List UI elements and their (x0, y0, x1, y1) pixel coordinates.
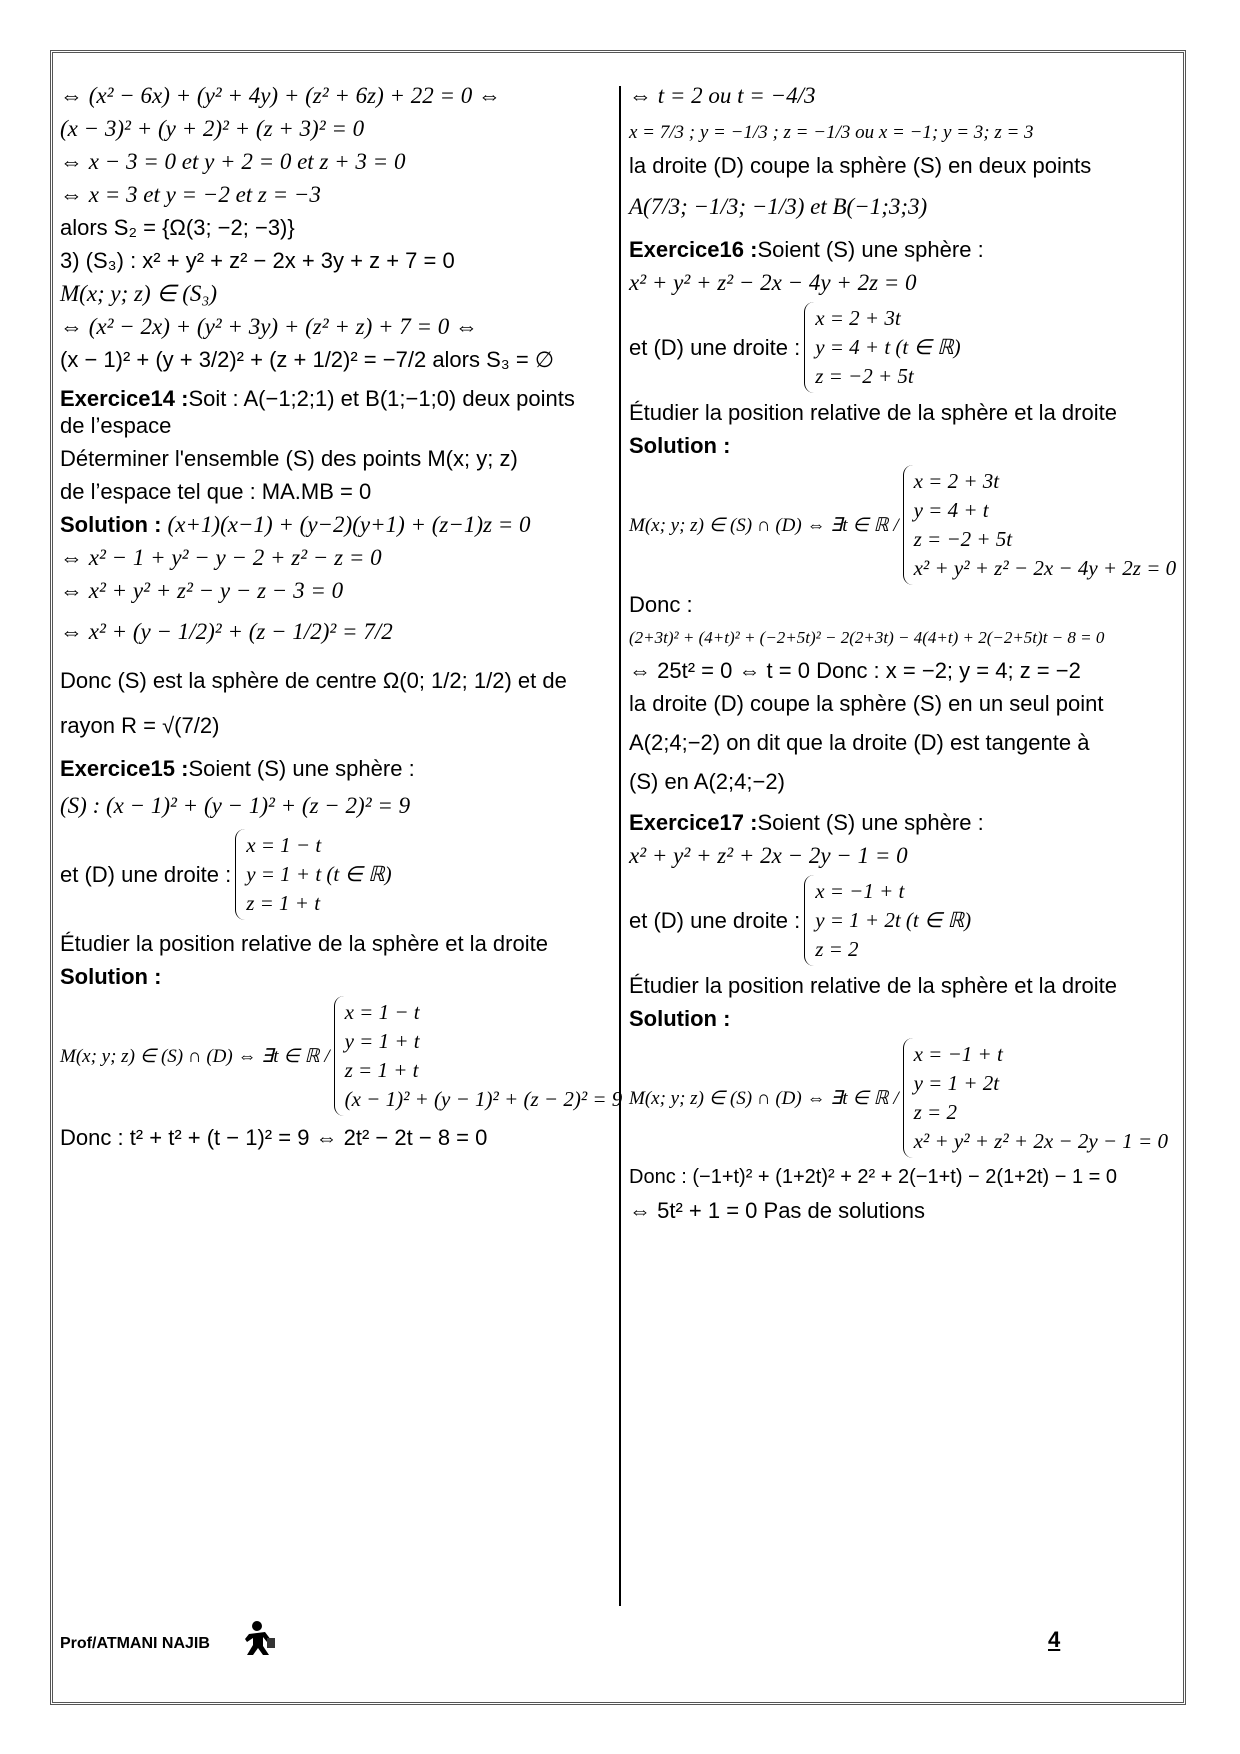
system-row: z = −2 + 5t (815, 364, 914, 388)
exercise-text: Soient (S) une sphère : (188, 756, 415, 781)
exercise-text: Soient (S) une sphère : (757, 810, 984, 835)
system-row: z = 2 (815, 937, 859, 961)
study-text: Étudier la position relative de la sphère et la droite (60, 931, 548, 956)
author-logo-icon (243, 1620, 277, 1656)
solution-system (629, 465, 1184, 585)
system-brace (804, 875, 971, 966)
eq-line: (x − 1)² + (y + 3/2)² + (z + 1/2)² = −7/2 alors S₃ = ∅ (60, 347, 554, 372)
solution-system (629, 1038, 1184, 1158)
solution-line (60, 511, 605, 538)
study-text: Étudier la position relative de la sphère et la droite (629, 973, 1117, 998)
system-row: x = 2 + 3t (913, 469, 1000, 493)
system-row: y = 4 + t (t ∈ ℝ) (815, 335, 961, 359)
study-text: Étudier la position relative de la sphère et la droite (629, 400, 1117, 425)
system-row: z = 1 + t (246, 891, 321, 915)
eq-line: ⇔ x² − 1 + y² − y − 2 + z² − z = 0 (60, 545, 382, 570)
eq-line: (x − 3)² + (y + 2)² + (z + 3)² = 0 (60, 116, 365, 141)
eq-line: ⇔ x = 3 et y = −2 et z = −3 (60, 182, 321, 207)
sphere-equation: x² + y² + z² − 2x − 4y + 2z = 0 (629, 270, 917, 295)
eq-line: A(7/3; −1/3; −1/3) et B(−1;3;3) (629, 194, 928, 219)
exercise-title: Exercice17 : (629, 810, 758, 835)
system-row: x = −1 + t (815, 879, 905, 903)
system-row: y = 1 + 2t (t ∈ ℝ) (815, 908, 972, 932)
author-name: Prof/ATMANI NAJIB (60, 1635, 210, 1652)
system-lhs: M(x; y; z) ∈ (S) ∩ (D) ⇔ ∃t ∈ ℝ / (60, 1045, 330, 1067)
eq-line: 3) (S₃) : x² + y² + z² − 2x + 3y + z + 7 = 0 (60, 248, 455, 273)
solution-label: Solution : (60, 512, 162, 537)
exercise-title: Exercice15 : (60, 756, 189, 781)
text-line: la droite (D) coupe la sphère (S) en deux points (629, 153, 1092, 178)
eq-line: M(x; y; z) ∈ (S₃) (60, 281, 218, 306)
left-column (60, 82, 623, 1157)
eq-line: alors S₂ = {Ω(3; −2; −3)} (60, 215, 295, 240)
exercise-text: Soient (S) une sphère : (757, 237, 984, 262)
system-row: x² + y² + z² − 2x − 4y + 2z = 0 (913, 556, 1177, 580)
system-brace (334, 996, 623, 1116)
solution-system (60, 996, 623, 1116)
eq-line: ⇔ x² + (y − 1/2)² + (z − 1/2)² = 7/2 (60, 619, 393, 644)
donc-label: Donc : (629, 592, 693, 617)
solution-label: Solution : (629, 1006, 731, 1031)
system-row: x = 2 + 3t (815, 306, 901, 330)
eq-line: Donc : (−1+t)² + (1+2t)² + 2² + 2(−1+t) − 2(1+2t) − 1 = 0 (629, 1166, 1118, 1188)
text-line: la droite (D) coupe la sphère (S) en un seul point (629, 691, 1104, 716)
system-brace (235, 829, 392, 920)
system-label: et (D) une droite : (629, 335, 801, 360)
exercise-question: de l’espace tel que : MA.MB = 0 (60, 479, 372, 504)
line-system (629, 875, 1184, 966)
eq-line: x = 7/3 ; y = −1/3 ; z = −1/3 ou x = −1; y = 3; z = 3 (629, 122, 1034, 143)
system-row: y = 1 + t (t ∈ ℝ) (246, 862, 392, 886)
exercise-14 (60, 385, 605, 439)
exercise-17 (629, 809, 1184, 836)
system-brace (903, 1038, 1168, 1158)
system-row: y = 4 + t (913, 498, 989, 522)
system-lhs: M(x; y; z) ∈ (S) ∩ (D) ⇔ ∃t ∈ ℝ / (629, 514, 899, 536)
text-line: rayon R = √(7/2) (60, 713, 220, 738)
system-row: z = 2 (913, 1100, 957, 1124)
eq-line: ⇔ t = 2 ou t = −4/3 (629, 83, 816, 108)
eq-line: (2+3t)² + (4+t)² + (−2+5t)² − 2(2+3t) − 4(4+t) + 2(−2+5t)t − 8 = 0 (629, 628, 1105, 647)
page-number: 4 (1048, 1627, 1061, 1652)
eq-line: ⇔ x − 3 = 0 et y + 2 = 0 et z + 3 = 0 (60, 149, 406, 174)
eq-line: ⇔ x² + y² + z² − y − z − 3 = 0 (60, 578, 344, 603)
line-system (60, 829, 605, 920)
solution-label: Solution : (629, 433, 731, 458)
text-line: (S) en A(2;4;−2) (629, 769, 785, 794)
text-line: Donc (S) est la sphère de centre Ω(0; 1/2; 1/2) et de (60, 668, 567, 693)
right-column (629, 82, 1184, 1230)
system-row: x² + y² + z² + 2x − 2y − 1 = 0 (913, 1129, 1168, 1153)
exercise-16 (629, 236, 1184, 263)
exercise-title: Exercice14 : (60, 386, 189, 411)
line-system (629, 302, 1184, 393)
eq-line: ⇔ (x² − 6x) + (y² + 4y) + (z² + 6z) + 22 = 0 ⇔ (60, 83, 502, 108)
exercise-title: Exercice16 : (629, 237, 758, 262)
system-label: et (D) une droite : (629, 908, 801, 933)
system-row: z = 1 + t (344, 1058, 419, 1082)
exercise-15 (60, 755, 605, 782)
system-row: y = 1 + 2t (913, 1071, 1000, 1095)
eq-line: ⇔ 25t² = 0 ⇔ t = 0 Donc : x = −2; y = 4; z = −2 (629, 658, 1081, 683)
system-label: et (D) une droite : (60, 862, 232, 887)
solution-label: Solution : (60, 964, 162, 989)
sphere-equation: x² + y² + z² + 2x − 2y − 1 = 0 (629, 843, 908, 868)
system-lhs: M(x; y; z) ∈ (S) ∩ (D) ⇔ ∃t ∈ ℝ / (629, 1087, 899, 1109)
system-row: x = 1 − t (246, 833, 322, 857)
eq-line: Donc : t² + t² + (t − 1)² = 9 ⇔ 2t² − 2t − 8 = 0 (60, 1125, 488, 1150)
eq-inline: (x+1)(x−1) + (y−2)(y+1) + (z−1)z = 0 (167, 512, 531, 537)
exercise-text: Soit : A(−1;2;1) et B(1;−1;0) deux points de l’espace (60, 386, 575, 438)
system-row: x = −1 + t (913, 1042, 1003, 1066)
text-line: A(2;4;−2) on dit que la droite (D) est tangente à (629, 730, 1090, 755)
system-row: z = −2 + 5t (913, 527, 1013, 551)
system-row: (x − 1)² + (y − 1)² + (z − 2)² = 9 (344, 1087, 623, 1111)
system-brace (804, 302, 961, 393)
eq-line: ⇔ (x² − 2x) + (y² + 3y) + (z² + z) + 7 = 0 ⇔ (60, 314, 479, 339)
system-row: y = 1 + t (344, 1029, 420, 1053)
eq-line: ⇔ 5t² + 1 = 0 Pas de solutions (629, 1198, 925, 1223)
exercise-question: Déterminer l'ensemble (S) des points M(x; y; z) (60, 446, 518, 471)
sphere-equation: (S) : (x − 1)² + (y − 1)² + (z − 2)² = 9 (60, 793, 411, 818)
system-row: x = 1 − t (344, 1000, 420, 1024)
column-divider (619, 86, 621, 1606)
system-brace (903, 465, 1177, 585)
